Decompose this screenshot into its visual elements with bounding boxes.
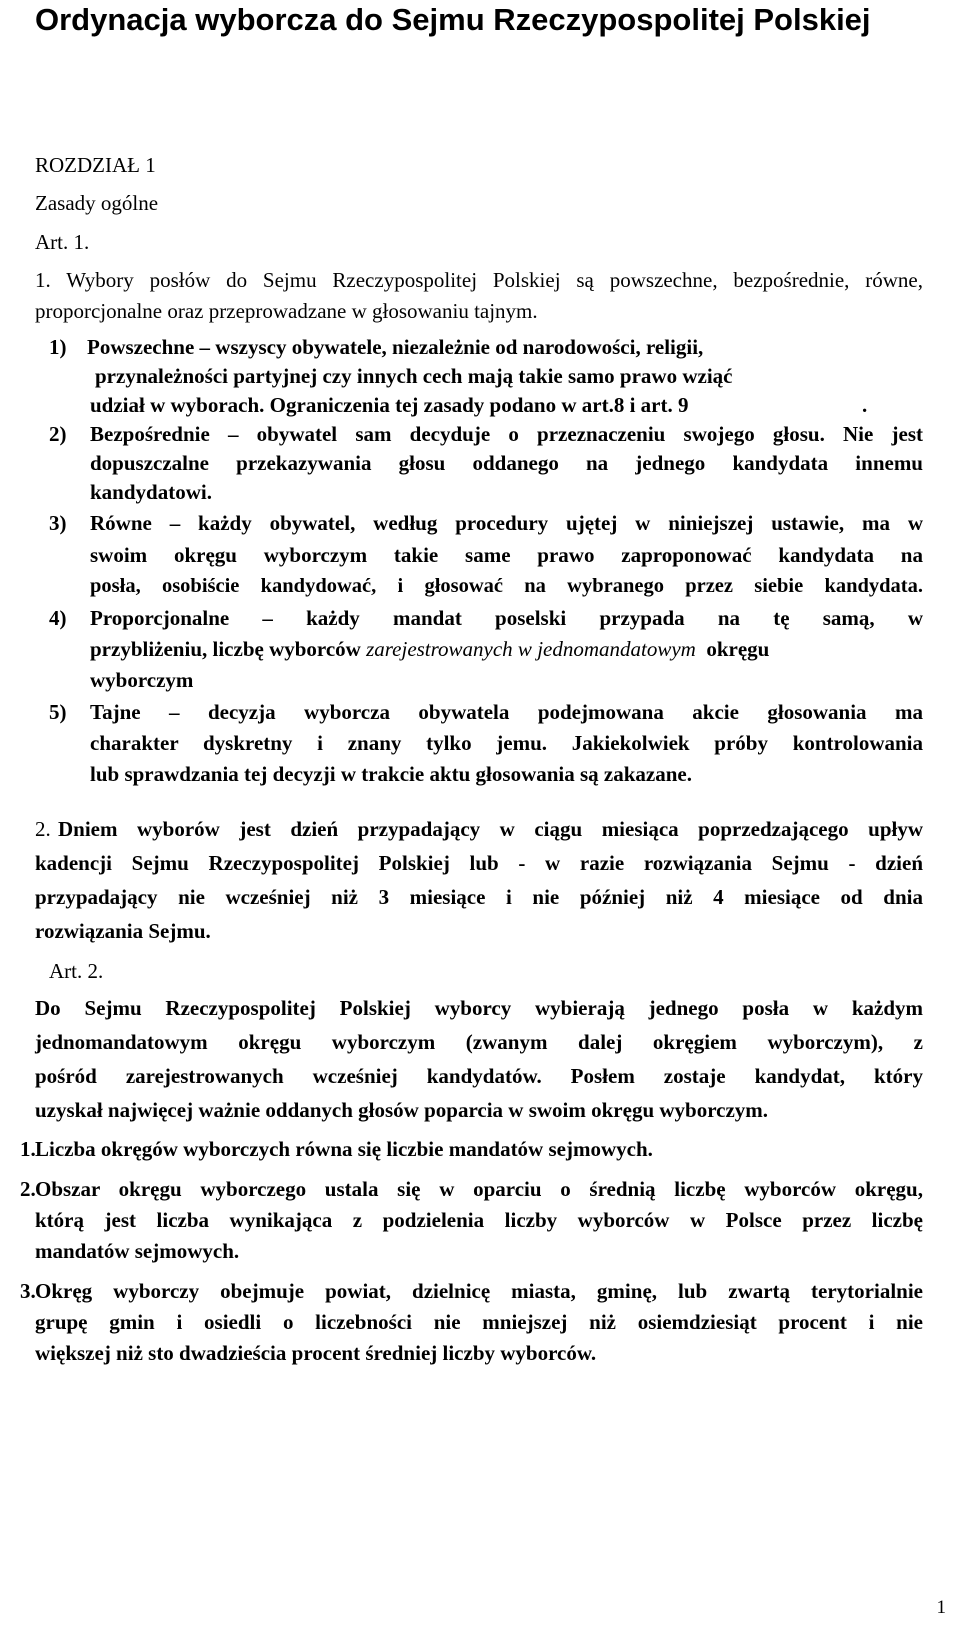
art2-point-line: grupę gmin i osiedli o liczebności nie mniejszej niż osiemdziesiąt procent i nie — [35, 1310, 923, 1334]
article-1-heading: Art. 1. — [35, 230, 90, 254]
art2-point-line: większej niż sto dwadzieścia procent średniej liczby wyborców. — [35, 1341, 597, 1365]
principle-line: kandydatowi. — [90, 480, 212, 504]
principle-line: Równe – każdy obywatel, według procedury ujętej w niniejszej ustawie, ma w — [90, 511, 923, 535]
principle-number: 4) — [49, 606, 67, 630]
principle-line-part: okręgu — [706, 637, 770, 661]
art2-point-line: Okręg wyborczy obejmuje powiat, dzielnicę miasta, gminę, lub zwartą terytorialnie — [35, 1279, 923, 1303]
page-number: 1 — [936, 1597, 946, 1618]
article-2-heading: Art. 2. — [49, 959, 104, 983]
principle-line — [90, 635, 769, 663]
art1-paragraph-2-line: przypadający nie wcześniej niż 3 miesiące i nie później niż 4 miesiące od dnia — [35, 885, 923, 909]
art2-point-number: 2. — [20, 1177, 36, 1201]
art2-point-line: mandatów sejmowych. — [35, 1239, 240, 1263]
principle-number: 1) — [49, 335, 67, 359]
art1-paragraph-1-line: proporcjonalne oraz przeprowadzane w głosowaniu tajnym. — [35, 299, 538, 323]
document-title: Ordynacja wyborcza do Sejmu Rzeczypospolitej Polskiej — [35, 2, 871, 37]
art1-paragraph-1-line: 1. Wybory posłów do Sejmu Rzeczypospolitej Polskiej są powszechne, bezpośrednie, równe, — [35, 268, 923, 292]
principle-line: charakter dyskretny i znany tylko jemu. Jakiekolwiek próby kontrolowania — [90, 731, 923, 755]
principle-number: 5) — [49, 700, 67, 724]
principle-line: dopuszczalne przekazywania głosu oddanego na jednego kandydata innemu — [90, 451, 923, 475]
principle-line: Powszechne – wszyscy obywatele, niezależnie od narodowości, religii, — [87, 335, 704, 359]
art2-point-line: Obszar okręgu wyborczego ustala się w oparciu o średnią liczbę wyborców okręgu, — [35, 1177, 923, 1201]
art1-paragraph-2-line: Dniem wyborów jest dzień przypadający w ciągu miesiąca poprzedzającego upływ — [58, 817, 923, 841]
art2-point-number: 1. — [20, 1137, 36, 1161]
art1-paragraph-2-line: kadencji Sejmu Rzeczypospolitej Polskiej lub - w razie rozwiązania Sejmu - dzień — [35, 851, 923, 875]
principle-number: 2) — [49, 422, 67, 446]
art2-intro-line: pośród zarejestrowanych wcześniej kandydatów. Posłem zostaje kandydat, który — [35, 1064, 923, 1088]
art2-intro-line: uzyskał najwięcej ważnie oddanych głosów poparcia w swoim okręgu wyborczym. — [35, 1098, 769, 1122]
principle-line-italic: zarejestrowanych w jednomandatowym — [366, 637, 696, 661]
principle-number: 3) — [49, 511, 67, 535]
principle-line: Tajne – decyzja wyborcza obywatela podejmowana akcie głosowania ma — [90, 700, 923, 724]
art2-intro-line: jednomandatowym okręgu wyborczym (zwanym dalej okręgiem wyborczym), z — [35, 1030, 923, 1054]
principle-line-part: przybliżeniu, liczbę wyborców — [90, 637, 361, 661]
art1-paragraph-2-number: 2. — [35, 817, 51, 841]
principle-line: swoim okręgu wyborczym takie same prawo zaproponować kandydata na — [90, 543, 923, 567]
chapter-title: Zasady ogólne — [35, 191, 159, 215]
art2-point-line: którą jest liczba wynikająca z podzielenia liczby wyborców w Polsce przez liczbę — [35, 1208, 923, 1232]
art2-point-line: Liczba okręgów wyborczych równa się liczbie mandatów sejmowych. — [35, 1137, 653, 1161]
principle-line: udział w wyborach. Ograniczenia tej zasady podano w art.8 i art. 9 — [90, 393, 689, 417]
principle-line: Proporcjonalne – każdy mandat poselski przypada na tę samą, w — [90, 606, 923, 630]
principle-line: posła, osobiście kandydować, i głosować na wybranego przez siebie kandydata. — [90, 575, 923, 597]
chapter-number: ROZDZIAŁ 1 — [35, 153, 156, 177]
art2-point-number: 3. — [20, 1279, 36, 1303]
art2-intro-line: Do Sejmu Rzeczypospolitej Polskiej wyborcy wybierają jednego posła w każdym — [35, 996, 923, 1020]
principle-line: Bezpośrednie – obywatel sam decyduje o przeznaczeniu swojego głosu. Nie jest — [90, 422, 923, 446]
art1-paragraph-2-line: rozwiązania Sejmu. — [35, 919, 211, 943]
principle-line: wyborczym — [90, 668, 194, 692]
principle-line: przynależności partyjnej czy innych cech mają takie samo prawo wziąć — [95, 364, 733, 388]
principle-line: lub sprawdzania tej decyzji w trakcie aktu głosowania są zakazane. — [90, 762, 692, 786]
principle-line-tail: . — [862, 393, 868, 417]
